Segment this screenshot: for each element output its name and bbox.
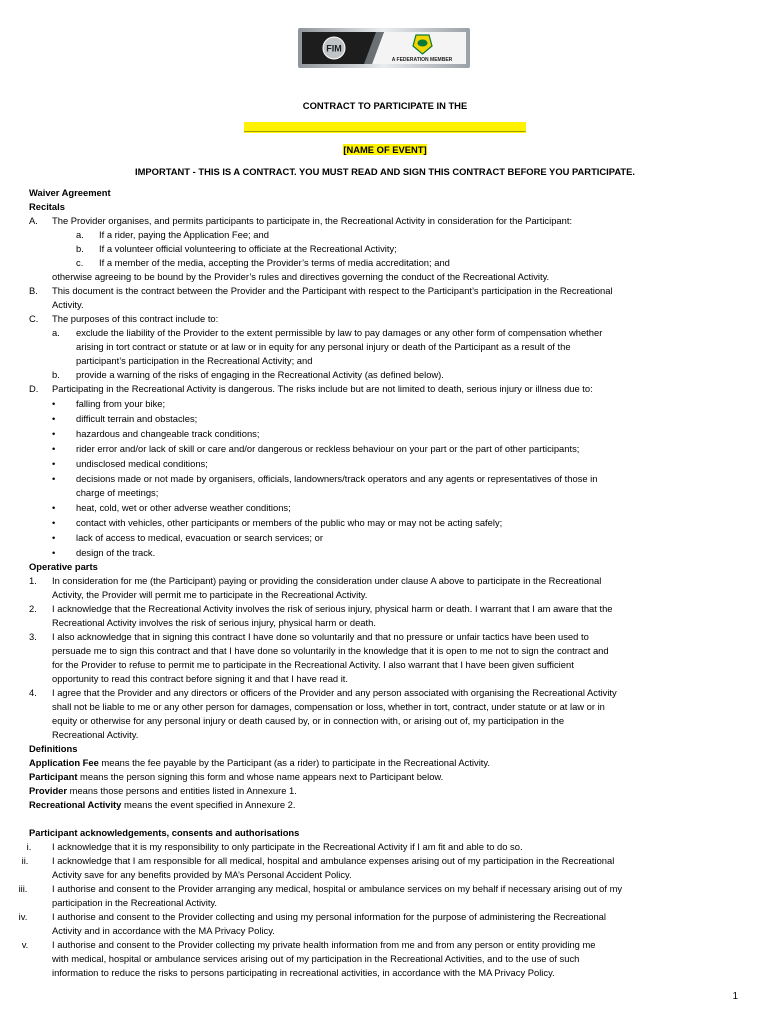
ack-line: participation in the Recreational Activity.	[52, 897, 218, 908]
federation-logo	[298, 28, 470, 68]
event-blank-line	[0, 122, 770, 133]
risk-item: falling from your bike;	[76, 398, 166, 409]
important-notice: IMPORTANT - THIS IS A CONTRACT. YOU MUST READ AND SIGN THIS CONTRACT BEFORE YOU PARTICIPATE.	[135, 166, 635, 177]
contract-title: CONTRACT TO PARTICIPATE IN THE	[302, 100, 468, 111]
recital-a-item-marker: a.	[76, 229, 84, 240]
operative-line: Activity, the Provider will permit me to participate in the Recreational Activity.	[52, 589, 368, 600]
operative-line: opportunity to read this contract before signing it and that I have read it.	[52, 673, 349, 684]
definition-term: Participant	[29, 771, 78, 782]
risk-bullet: •	[52, 547, 56, 558]
recital-a-text: The Provider organises, and permits participants to participate in, the Recreational Activity in consideration for the Participant:	[52, 215, 573, 226]
ack-marker: iii.	[18, 883, 28, 894]
recital-a-marker: A.	[29, 215, 38, 226]
logo-graphic	[298, 28, 470, 68]
risk-bullet: •	[52, 502, 56, 513]
risk-bullet: •	[52, 532, 56, 543]
recital-a-tail: otherwise agreeing to be bound by the Provider’s rules and directives governing the conduct of the Recreational Activity.	[52, 271, 550, 282]
operative-marker: 3.	[29, 631, 37, 642]
risk-item: hazardous and changeable track conditions;	[76, 428, 260, 439]
definition-text: means those persons and entities listed in Annexure 1.	[67, 785, 297, 796]
definition-text: means the event specified in Annexure 2.	[121, 799, 296, 810]
definition-term: Application Fee	[29, 757, 99, 768]
recital-a-item-marker: c.	[76, 257, 84, 268]
operative-line: I acknowledge that the Recreational Activity involves the risk of serious injury, physical harm or death. I warrant that I am aware that the	[52, 603, 613, 614]
operative-heading: Operative parts	[29, 561, 98, 572]
risk-item: contact with vehicles, other participants or members of the public who may or may not be acting safely;	[76, 517, 503, 528]
recital-a-item-text: If a volunteer official volunteering to officiate at the Recreational Activity;	[99, 243, 397, 254]
operative-line: shall not be liable to me or any other person for damages, compensation or loss, whether in tort, contract, under statute or at law or in	[52, 701, 605, 712]
ack-line: Activity and in accordance with the MA Privacy Policy.	[52, 925, 275, 936]
definition-text: means the person signing this form and whose name appears next to Participant below.	[77, 771, 444, 782]
logo-caption: A FEDERATION MEMBER	[391, 57, 453, 63]
risk-item: design of the track.	[76, 547, 156, 558]
risk-item: decisions made or not made by organisers, officials, landowners/track operators and any agents or representatives of those in	[76, 473, 598, 484]
operative-marker: 2.	[29, 603, 37, 614]
risk-bullet: •	[52, 413, 56, 424]
ack-line: I authorise and consent to the Provider collecting my private health information from me and from any person or entity providing me	[52, 939, 596, 950]
risk-item-continuation: charge of meetings;	[76, 487, 159, 498]
risk-bullet: •	[52, 443, 56, 454]
event-name-text: [NAME OF EVENT]	[343, 144, 427, 155]
recital-a-item-text: If a rider, paying the Application Fee; and	[99, 229, 269, 240]
definition-application-fee	[29, 757, 490, 768]
operative-marker: 1.	[29, 575, 37, 586]
ack-line: I acknowledge that it is my responsibility to only participate in the Recreational Activity if I am fit and able to do so.	[52, 841, 523, 852]
risk-bullet: •	[52, 517, 56, 528]
risk-item: difficult terrain and obstacles;	[76, 413, 198, 424]
page-number: 1	[732, 991, 738, 1002]
operative-line: Recreational Activity involves the risk of serious injury, physical harm or death.	[52, 617, 376, 628]
event-name-placeholder	[0, 144, 770, 155]
definitions-heading: Definitions	[29, 743, 78, 754]
recital-b-line: Activity.	[52, 299, 84, 310]
risk-item: lack of access to medical, evacuation or search services; or	[76, 532, 323, 543]
waiver-heading: Waiver Agreement	[29, 187, 111, 198]
recital-d-marker: D.	[29, 383, 39, 394]
definition-participant	[29, 771, 443, 782]
definition-text: means the fee payable by the Participant (as a rider) to participate in the Recreational Activity.	[98, 757, 490, 768]
recital-c-marker: C.	[29, 313, 39, 324]
ack-line: with medical, hospital or ambulance services arising out of my participation in the Recreational Activities, and to the use of such	[52, 953, 580, 964]
definition-term: Recreational Activity	[29, 799, 122, 810]
recital-c-text: The purposes of this contract include to:	[52, 313, 219, 324]
recital-a-item-text: If a member of the media, accepting the Provider’s terms of media accreditation; and	[99, 257, 450, 268]
risk-bullet: •	[52, 428, 56, 439]
operative-line: Recreational Activity.	[52, 729, 139, 740]
recital-b-marker: B.	[29, 285, 38, 296]
risk-item: rider error and/or lack of skill or care and/or dangerous or reckless behaviour on your part or the part of other participants;	[76, 443, 580, 454]
ack-marker: ii.	[21, 855, 29, 866]
risk-bullet: •	[52, 398, 56, 409]
recital-c-a-marker: a.	[52, 327, 60, 338]
risk-item: undisclosed medical conditions;	[76, 458, 208, 469]
recital-c-a-line: participant’s participation in the Recreational Activity; and	[76, 355, 313, 366]
definition-recreational-activity	[29, 799, 295, 810]
recital-d-text: Participating in the Recreational Activity is dangerous. The risks include but are not limited to death, serious injury or illness due to:	[52, 383, 593, 394]
acknowledgements-heading: Participant acknowledgements, consents and authorisations	[29, 827, 300, 838]
operative-line: for the Provider to refuse to permit me to participate in the Recreational Activity. I also warrant that I have been given sufficient	[52, 659, 574, 670]
recital-c-b-text: provide a warning of the risks of engaging in the Recreational Activity (as defined below).	[76, 369, 444, 380]
definition-provider	[29, 785, 297, 796]
ack-marker: i.	[26, 841, 32, 852]
ack-line: I authorise and consent to the Provider collecting and using my personal information for the purpose of administering the Recreational	[52, 911, 606, 922]
recital-b-line: This document is the contract between the Provider and the Participant with respect to the Participant’s participation in the Recreational	[52, 285, 613, 296]
ack-line: I acknowledge that I am responsible for all medical, hospital and ambulance expenses arising out of my participation in the Recreational	[52, 855, 615, 866]
operative-line: I agree that the Provider and any directors or officers of the Provider and any person associated with organising the Recreational Activity	[52, 687, 617, 698]
risk-bullet: •	[52, 458, 56, 469]
operative-line: equity or otherwise for any personal injury or death caused by, or in connection with, or arising out of, my participation in the	[52, 715, 565, 726]
ack-line: information to reduce the risks to persons participating in recreational activities, in accordance with the MA Privacy Policy.	[52, 967, 555, 978]
ack-marker: iv.	[18, 911, 28, 922]
logo-fim-text: FIM	[326, 43, 342, 54]
ack-marker: v.	[21, 939, 29, 950]
operative-line: In consideration for me (the Participant) paying or providing the consideration under clause A above to participate in the Recreational	[52, 575, 602, 586]
operative-line: I also acknowledge that in signing this contract I have done so voluntarily and that no pressure or unfair tactics have been used to	[52, 631, 589, 642]
operative-marker: 4.	[29, 687, 37, 698]
recital-c-a-line: arising in tort contract or statute or at law or in equity for any personal injury or death of the Participant as a result of the	[76, 341, 571, 352]
recital-c-a-line: exclude the liability of the Provider to the extent permissible by law to pay damages or any other form of compensation whether	[76, 327, 603, 338]
recitals-heading: Recitals	[29, 201, 65, 212]
definition-term: Provider	[29, 785, 68, 796]
recital-c-b-marker: b.	[52, 369, 60, 380]
ack-line: Activity save for any benefits provided by MA’s Personal Accident Policy.	[52, 869, 352, 880]
ack-line: I authorise and consent to the Provider arranging any medical, hospital or ambulance services on my behalf if necessary arising out of my	[52, 883, 623, 894]
operative-line: persuade me to sign this contract and that I have done so voluntarily in the knowledge that it is open to me not to sign the contract and	[52, 645, 609, 656]
event-blank-line-text: ______________________________________________________	[244, 122, 526, 133]
risk-item: heat, cold, wet or other adverse weather conditions;	[76, 502, 291, 513]
risk-bullet: •	[52, 473, 56, 484]
recital-a-item-marker: b.	[76, 243, 84, 254]
